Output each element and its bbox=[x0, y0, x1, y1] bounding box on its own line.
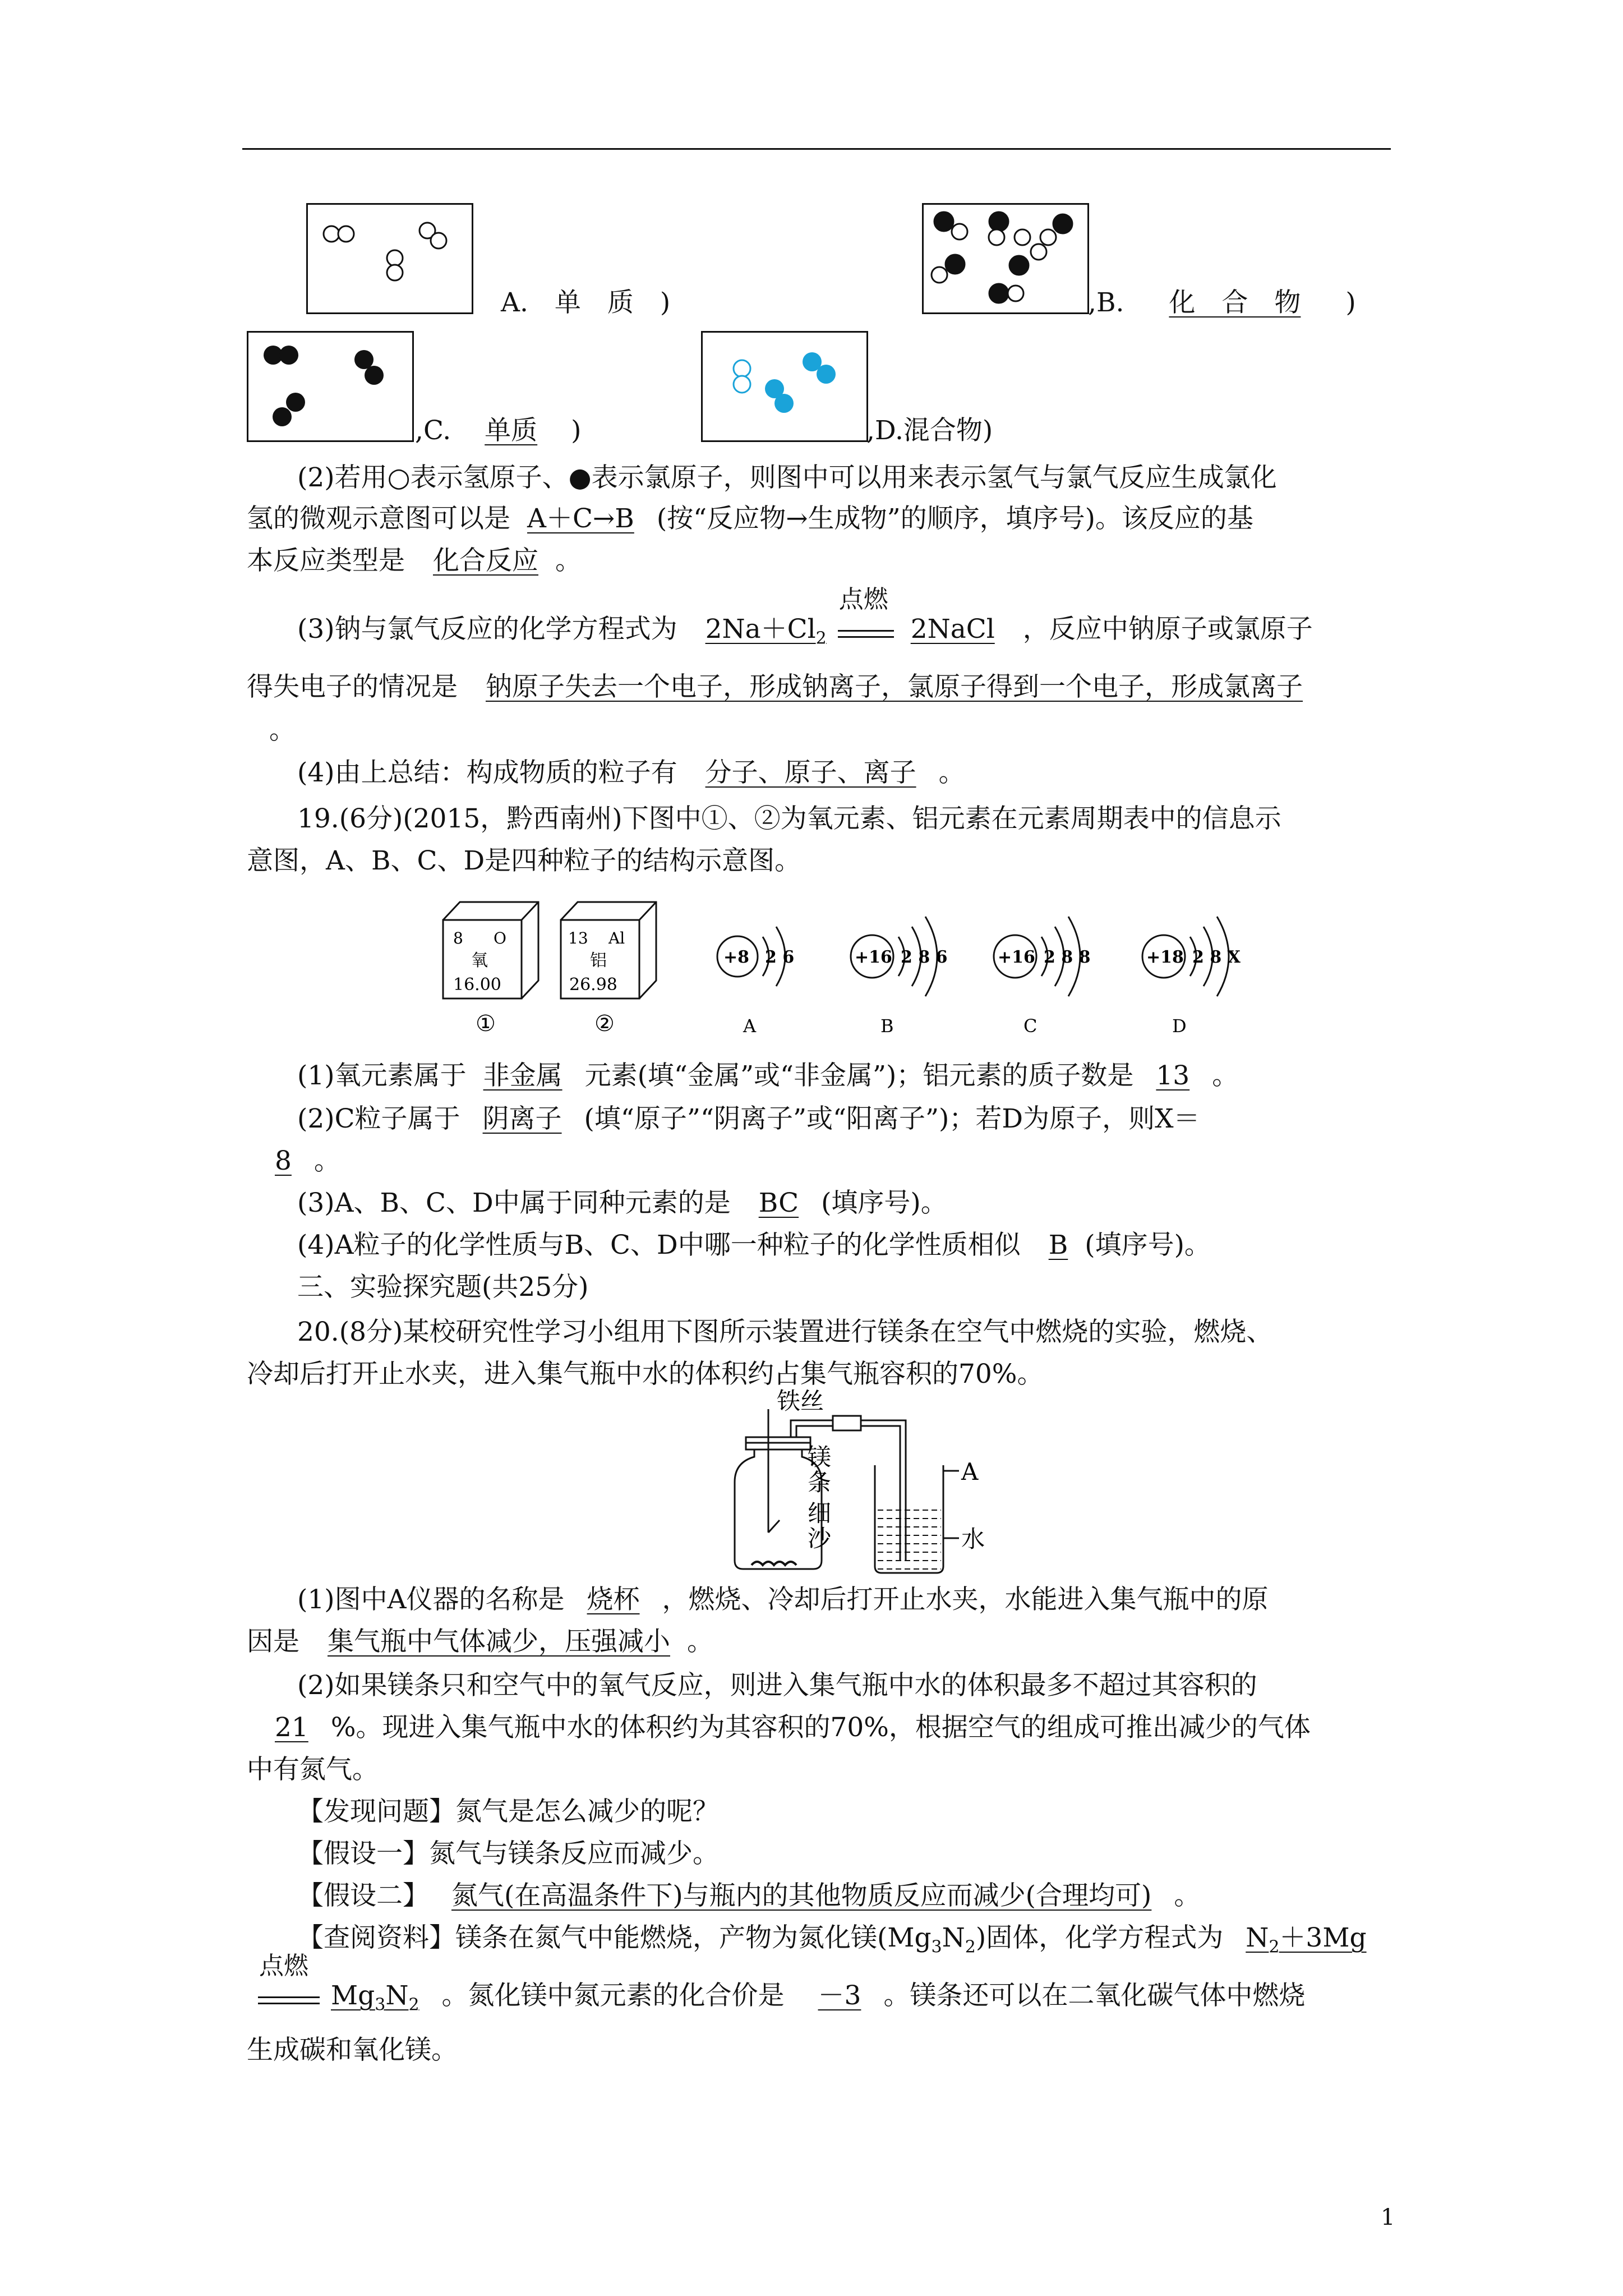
water-clamp bbox=[833, 1416, 861, 1430]
reaction-condition: 点燃 bbox=[827, 615, 911, 638]
q20-line2: 冷却后打开止水夹，进入集气瓶中水的体积约占集气瓶容积的70%。 bbox=[247, 1359, 1044, 1389]
atom-b-nucleus: +16 bbox=[855, 947, 892, 967]
q18-p3-line2: 得失电子的情况是 钠原子失去一个电子，形成钠离子，氯原子得到一个电子，形成氯离子 bbox=[247, 671, 1303, 702]
q20-s2-answer: 21 bbox=[275, 1712, 308, 1743]
q20-s1-answer: 烧杯 bbox=[587, 1584, 640, 1615]
q20-s2-line2: 21 %。现进入集气瓶中水的体积约为其容积的70%，根据空气的组成可推出减少的气体 bbox=[247, 1711, 1311, 1745]
q20-reference: 【查阅资料】镁条在氮气中能燃烧，产物为氮化镁$(Mg_3N_2)$固体，化学方程式为 $N_2+3Mg$ bbox=[297, 1922, 1367, 1957]
box-c-label: ,C. 单质 ) bbox=[415, 415, 582, 446]
particle-box-a bbox=[306, 203, 473, 314]
atom-c-label: C bbox=[1023, 1015, 1038, 1037]
q19-line1: 19.(6分)(2015，黔西南州)下图中①、②为氧元素、铝元素在元素周期表中的信息示 bbox=[297, 803, 1281, 834]
q20-hypothesis-2: 【假设二】 氮气(在高温条件下)与瓶内的其他物质反应而减少(合理均可) 。 bbox=[297, 1880, 1201, 1911]
q19-line2: 意图，A、B、C、D是四种粒子的结构示意图。 bbox=[247, 845, 801, 876]
label-mg-1: 镁 bbox=[808, 1443, 832, 1471]
section-3-heading: 三、实验探究题(共25分) bbox=[297, 1272, 589, 1303]
q18-p3-line3: 。 bbox=[269, 715, 296, 746]
q19-s3-answer: BC bbox=[758, 1188, 799, 1218]
page-number: 1 bbox=[1381, 2205, 1395, 2230]
q20-s2-line3: 中有氮气。 bbox=[247, 1754, 379, 1785]
atom-d-shells: 2 8 X bbox=[1192, 947, 1241, 967]
cube2-label: ② bbox=[594, 1011, 615, 1037]
q20-equation-line2: 点燃 $Mg_3N_2$ 。氮化镁中氮元素的化合价是 －3 。镁条还可以在二氧化碳气体中燃烧 bbox=[247, 1979, 1305, 2022]
cube2-mass: 26.98 bbox=[569, 975, 617, 995]
q18-p2-answer: A＋C→B bbox=[527, 503, 634, 534]
cube1-symbol: O bbox=[494, 929, 506, 947]
cube1-mass: 16.00 bbox=[453, 975, 501, 995]
atom-a-nucleus: +8 bbox=[723, 947, 750, 967]
label-water: 水 bbox=[961, 1525, 985, 1553]
q18-p2-line2: 氢的微观示意图可以是 A＋C→B (按“反应物→生成物”的顺序，填序号)。该反应的基 bbox=[247, 503, 1253, 534]
header-rule bbox=[242, 148, 1391, 150]
q20-equation-left: $N_2+3Mg$ bbox=[1246, 1922, 1367, 1957]
box-b-answer: 化 合 物 bbox=[1169, 287, 1301, 318]
q20-s1-line2: 因是 集气瓶中气体减少，压强减小 。 bbox=[247, 1626, 713, 1657]
q19-s1: (1)氧元素属于 非金属 元素(填“金属”或“非金属”)；铝元素的质子数是 13 。 bbox=[297, 1060, 1239, 1091]
q18-p4-answer: 分子、原子、离子 bbox=[705, 757, 916, 788]
label-iron-wire: 铁丝 bbox=[777, 1387, 824, 1415]
box-a-label: A. 单 质 ) bbox=[501, 287, 671, 318]
sand bbox=[751, 1562, 796, 1565]
particle-box-d bbox=[701, 331, 868, 442]
reaction-condition-2: 点燃 bbox=[247, 1982, 331, 2004]
q20-hypothesis-1: 【假设一】氮气与镁条反应而减少。 bbox=[297, 1838, 719, 1869]
cube1-name: 氧 bbox=[471, 951, 488, 970]
label-a: A bbox=[961, 1458, 979, 1485]
label-mg-2: 条 bbox=[808, 1469, 832, 1496]
q19-s2-line2: 8 。 bbox=[247, 1144, 340, 1178]
label-sand-2: 沙 bbox=[808, 1525, 832, 1552]
q18-p2-line1: (2)若用○表示氢原子、●表示氯原子，则图中可以用来表示氢气与氯气反应生成氯化 bbox=[297, 462, 1277, 493]
particle-box-b bbox=[922, 203, 1089, 314]
q20-s1: (1)图中A仪器的名称是 烧杯 ，燃烧、冷却后打开止水夹，水能进入集气瓶中的原 bbox=[297, 1584, 1269, 1615]
q19-s3: (3)A、B、C、D中属于同种元素的是 BC (填序号)。 bbox=[297, 1188, 947, 1218]
q18-equation-right: 2NaCl bbox=[910, 614, 995, 645]
cube1-number: 8 bbox=[453, 929, 463, 947]
q20-line1: 20.(8分)某校研究性学习小组用下图所示装置进行镁条在空气中燃烧的实验，燃烧、 bbox=[297, 1317, 1273, 1347]
q19-s2: (2)C粒子属于 阴离子 (填“原子”“阴离子”或“阳离子”)；若D为原子，则X＝ bbox=[297, 1103, 1200, 1134]
atom-c-nucleus: +16 bbox=[998, 947, 1035, 967]
label-sand-1: 细 bbox=[808, 1499, 832, 1527]
q18-p2-line3: 本反应类型是 化合反应 。 bbox=[247, 545, 582, 576]
q18-equation-left: $2Na+Cl_2$ bbox=[705, 614, 827, 648]
q20-s1-reason-answer: 集气瓶中气体减少，压强减小 bbox=[328, 1626, 670, 1657]
q20-apparatus-figure bbox=[723, 1387, 1038, 1577]
q19-s4: (4)A粒子的化学性质与B、C、D中哪一种粒子的化学性质相似 B (填序号)。 bbox=[297, 1230, 1211, 1260]
q20-s2: (2)如果镁条只和空气中的氧气反应，则进入集气瓶中水的体积最多不超过其容积的 bbox=[297, 1670, 1257, 1701]
box-d-label: ,D.混合物) bbox=[866, 415, 993, 446]
box-c-answer: 单质 bbox=[485, 415, 538, 446]
cube2-name: 铝 bbox=[590, 951, 607, 970]
box-b-label: ,B. 化 合 物 ) bbox=[1088, 287, 1356, 318]
q19-s2-x-answer: 8 bbox=[275, 1145, 292, 1176]
q19-s1-answer1: 非金属 bbox=[483, 1060, 562, 1091]
q19-s2-answer: 阴离子 bbox=[482, 1103, 562, 1134]
cube2-symbol: Al bbox=[608, 929, 625, 947]
q19-figure bbox=[432, 898, 1273, 1043]
particle-diagram-d bbox=[703, 333, 866, 440]
q20-equation-right: $Mg_3N_2$ bbox=[331, 1980, 419, 2015]
cube2-number: 13 bbox=[568, 929, 588, 947]
atom-a-shells: 2 6 bbox=[765, 947, 795, 967]
atom-a-label: A bbox=[743, 1015, 757, 1037]
q19-s1-answer2: 13 bbox=[1156, 1060, 1190, 1091]
atom-b-shells: 2 8 6 bbox=[901, 947, 948, 967]
q20-valence-answer: －3 bbox=[818, 1980, 861, 2011]
cube1-label: ① bbox=[476, 1011, 496, 1037]
q18-p2-type-answer: 化合反应 bbox=[433, 545, 538, 576]
q19-s4-answer: B bbox=[1048, 1230, 1068, 1260]
q18-p4: (4)由上总结：构成物质的粒子有 分子、原子、离子 。 bbox=[297, 757, 965, 788]
particle-diagram-c bbox=[248, 333, 412, 440]
atom-d-nucleus: +18 bbox=[1146, 947, 1184, 967]
particle-box-c bbox=[247, 331, 414, 442]
atom-b-label: B bbox=[880, 1015, 894, 1037]
q20-last-line: 生成碳和氧化镁。 bbox=[247, 2035, 458, 2065]
atom-c-shells: 2 8 8 bbox=[1044, 947, 1091, 967]
particle-diagram-a bbox=[308, 205, 472, 312]
q18-p3-electron-answer: 钠原子失去一个电子，形成钠离子，氯原子得到一个电子，形成氯离子 bbox=[486, 671, 1303, 702]
particle-diagram-b bbox=[924, 205, 1087, 312]
water-lines bbox=[878, 1510, 941, 1569]
q20-hypothesis-2-answer: 氮气(在高温条件下)与瓶内的其他物质反应而减少(合理均可) bbox=[451, 1880, 1152, 1911]
atom-d-label: D bbox=[1172, 1015, 1187, 1037]
q20-find-problem: 【发现问题】氮气是怎么减少的呢？ bbox=[297, 1796, 719, 1827]
q18-p3-line1: (3)钠与氯气反应的化学方程式为 $2Na+Cl_2$ 点燃 2NaCl ，反应中钠原子或氯原子 bbox=[297, 585, 1313, 648]
